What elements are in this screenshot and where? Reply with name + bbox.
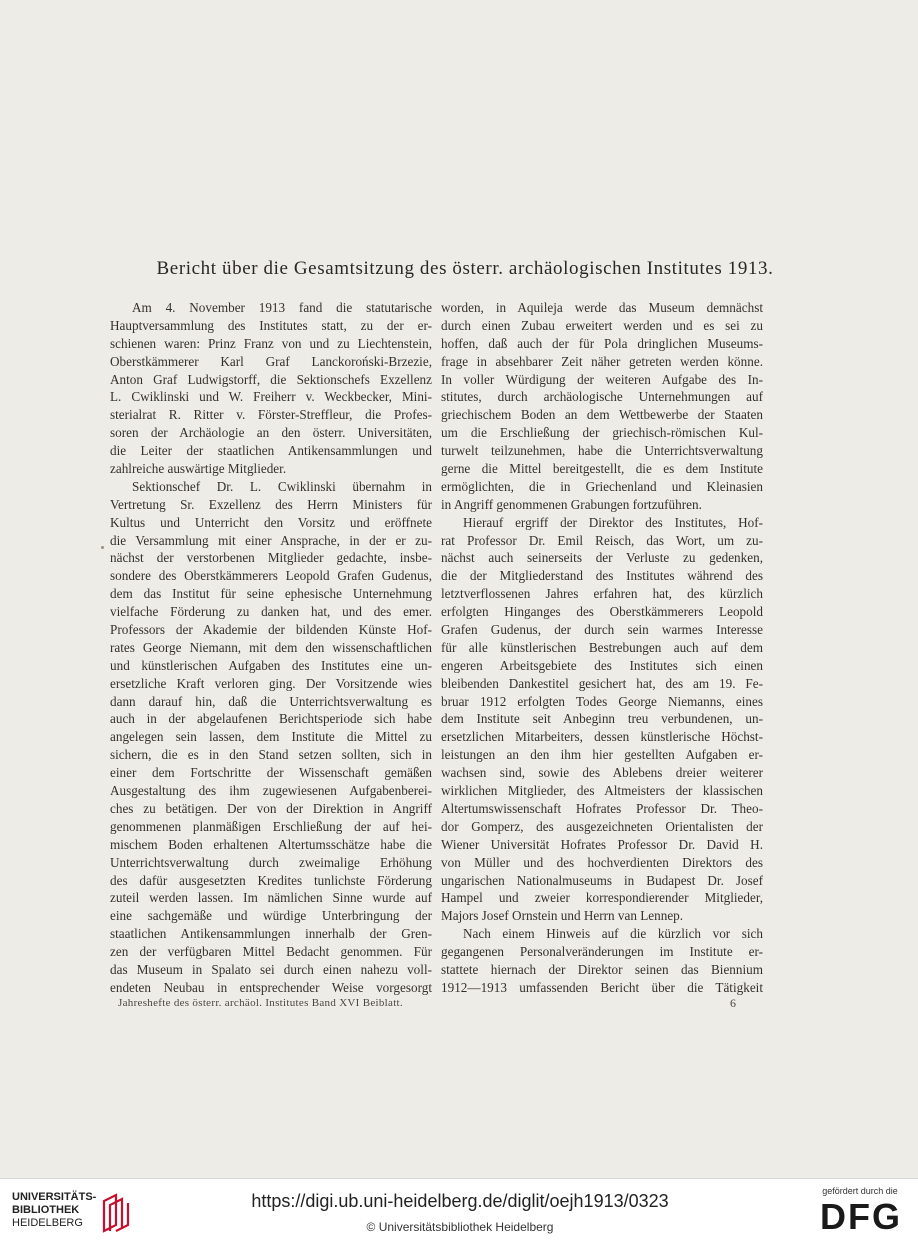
right_column-line: ermöglichten, die in Griechenland und Kleinasien <box>441 478 763 494</box>
right_column-line: In voller Würdigung der weiteren Aufgabe des In- <box>441 371 763 387</box>
left_column-line: zen der verfügbaren Mittel Bedacht genommen. Für <box>110 944 432 960</box>
left_column-line: vielfache Förderung zu danken hat, und des emer. <box>110 604 432 620</box>
right_column-line: Hampel und zweier korrespondierender Mitglieder, <box>441 890 763 906</box>
right_column-line: um die Erschließung der griechisch-römischen Kul- <box>441 425 763 441</box>
right_column-line: bleibenden Dankestitel gesichert hat, des am 19. Fe- <box>441 675 763 691</box>
right_column-line: bruar 1912 erfolgten Todes George Niemanns, eines <box>441 693 763 709</box>
right_column-line: durch einen Zubau erweitert werden und es sei zu <box>441 317 763 333</box>
right_column-line: in Angriff genommenen Grabungen fortzuführen. <box>441 496 702 512</box>
right_column-line: engeren Arbeitsgebiete des Institutes sich einen <box>441 657 763 673</box>
left_column-line: die Leiter der staatlichen Antikensammlungen und <box>110 443 432 459</box>
left_column-line: Hauptversammlung des Institutes statt, zu der er- <box>110 317 432 333</box>
right_column-line: wirklichen Mitglieder, des Altmeisters der klassischen <box>441 783 763 799</box>
right_column-line: erfolgten Hinganges des Oberstkämmerers Leopold <box>441 604 763 620</box>
right_column-line: Altertumswissenschaft Hofrates Professor Dr. Theo- <box>441 800 763 816</box>
right_column-line: griechischem Boden an dem Wettbewerbe der Staaten <box>441 407 763 423</box>
right_column-line: dem Institute seit Anbeginn treu verbundenen, un- <box>441 711 763 727</box>
left_column-line: zahlreiche auswärtige Mitglieder. <box>110 461 287 477</box>
right_column-line: von Müller und des hochverdienten Direktors des <box>441 854 763 870</box>
left_column-line: dann darauf hin, daß die Unterrichtsverwaltung es <box>110 693 432 709</box>
left-text-column <box>110 299 432 997</box>
left_column-line: die Versammlung mit einer Ansprache, in der er zu- <box>110 532 432 548</box>
right_column-line: leistungen an den ihm hier gestellten Aufgaben er- <box>441 747 763 763</box>
dfg-logo[interactable] <box>814 1198 908 1234</box>
permalink-url[interactable]: https://digi.ub.uni-heidelberg.de/diglit/oejh1913/0323 <box>251 1191 669 1211</box>
left_column-line: auch in der abgelaufenen Berichtsperiode sich habe <box>110 711 432 727</box>
right_column-line: 1912—1913 umfassenden Bericht über die Tätigkeit <box>441 979 763 995</box>
left_column-line: Ausgestaltung des ihm zugewiesenen Aufgabenberei- <box>110 783 432 799</box>
left_column-line: einer dem Fortschritte der Wissenschaft gemäßen <box>110 765 432 781</box>
logo-line-3: HEIDELBERG <box>12 1217 83 1229</box>
left_column-line: staatlichen Antikensammlungen innerhalb der Gren- <box>110 926 432 942</box>
footnote-journal: Jahreshefte des österr. archäol. Institutes Band XVI Beiblatt. <box>118 997 403 1009</box>
left_column-line: Anton Graf Ludwigstorff, die Sektionschefs Exzellenz <box>110 371 432 387</box>
left_column-line: dem das Institut für seine ephesische Unternehmung <box>110 586 432 602</box>
left_column-line: des dafür ausgesetzten Kredites tunlichste Förderung <box>110 872 432 888</box>
logo-line-1: UNIVERSITÄTS- <box>12 1191 97 1203</box>
left_column-line: Vertretung Sr. Exzellenz des Herrn Ministers für <box>110 496 432 512</box>
page-heading: Bericht über die Gesamtsitzung des österr. archäologischen Institutes 1913. <box>156 258 774 279</box>
left_column-line: ersetzliche Kraft verloren ging. Der Vorsitzende wies <box>110 675 432 691</box>
right_column-line: hoffen, daß auch der für Pola dringlichen Museums- <box>441 335 763 351</box>
left_column-line: soren der Archäologie an den österr. Universitäten, <box>110 425 432 441</box>
left_column-line: nächst der verstorbenen Mitglieder gedachte, insbe- <box>110 550 432 566</box>
left_column-line: schienen waren: Prinz Franz von und zu Liechtenstein, <box>110 335 432 351</box>
right_column-line: Hierauf ergriff der Direktor des Institutes, Hof- <box>463 514 763 530</box>
logo-line-2: BIBLIOTHEK <box>12 1204 80 1216</box>
right-text-column <box>441 299 763 997</box>
right_column-line: Majors Josef Ornstein und Herrn van Lennep. <box>441 908 684 924</box>
page-number: 6 <box>730 996 736 1010</box>
left_column-line: sondere des Oberstkämmerers Leopold Grafen Gudenus, <box>110 568 432 584</box>
left_column-line: Professors der Akademie der bildenden Künste Hof- <box>110 622 432 638</box>
left_column-line: sterialrat R. Ritter v. Förster-Streffleur, die Profes- <box>110 407 432 423</box>
dfg-logo-text: DFG <box>820 1198 902 1234</box>
right_column-line: ersetzlichen Mitarbeiters, dessen künstlerische Höchst- <box>441 729 763 745</box>
right_column-line: wachsen sind, sowie des Ablebens dreier weiterer <box>441 765 763 781</box>
right_column-line: Wiener Universität Hofrates Professor Dr. David H. <box>441 836 763 852</box>
page-speck <box>101 546 104 549</box>
ub-heidelberg-logo[interactable] <box>12 1191 132 1235</box>
copyright-notice: © Universitätsbibliothek Heidelberg <box>366 1220 554 1234</box>
left_column-line: ches zu betätigen. Der von der Direktion in Angriff <box>110 800 432 816</box>
right_column-line: für alle künstlerischen Bestrebungen auch auf dem <box>441 639 763 655</box>
right_column-line: gegangenen Personalveränderungen im Institute er- <box>441 944 763 960</box>
left_column-line: Am 4. November 1913 fand die statutarische <box>132 300 432 315</box>
left_column-line: zuteil werden lassen. Im nämlichen Sinne wurde auf <box>110 890 432 906</box>
right_column-line: stitutes, durch archäologische Unternehmungen auf <box>441 389 763 405</box>
library-emblem-icon <box>100 1191 134 1233</box>
left_column-line: genommenen planmäßigen Erschließung der auf hei- <box>110 818 432 834</box>
left_column-line: Sektionschef Dr. L. Cwiklinski übernahm in <box>132 478 432 494</box>
left_column-line: angelegen sein lassen, dem Institute die Mittel zu <box>110 729 432 745</box>
right_column-line: die der Mitgliederstand des Institutes während des <box>441 568 763 584</box>
right_column-line: worden, in Aquileja werde das Museum demnächst <box>441 300 763 315</box>
left_column-line: Kultus und Unterricht den Vorsitz und eröffnete <box>110 514 432 530</box>
left_column-line: Unterrichtsverwaltung durch zweimalige Erhöhung <box>110 854 432 870</box>
left_column-line: rates George Niemann, mit dem den wissenschaftlichen <box>110 639 432 655</box>
right_column-line: nächst auch seinerseits der Verluste zu gedenken, <box>441 550 763 566</box>
right_column-line: Grafen Gudenus, der durch sein warmes Interesse <box>441 622 763 638</box>
right_column-line: dor Gomperz, des ausgezeichneten Orientalisten der <box>441 818 763 834</box>
right_column-line: stattete hiernach der Direktor seinen das Biennium <box>441 961 763 977</box>
right_column-line: gerne die Mittel bereitgestellt, die es dem Institute <box>441 461 763 477</box>
right_column-line: turwelt teilzunehmen, habe die Unterrichtsverwaltung <box>441 443 763 459</box>
left_column-line: Oberstkämmerer Karl Graf Lanckoroński-Brzezie, <box>110 353 432 369</box>
funded-by-label: gefördert durch die <box>822 1186 898 1196</box>
left_column-line: und künstlerischen Aufgaben des Institutes eine un- <box>110 657 432 673</box>
left_column-line: sichern, die es in den Stand setzen sollten, sich in <box>110 747 432 763</box>
right_column-line: Nach einem Hinweis auf die kürzlich vor sich <box>463 926 763 942</box>
left_column-line: mischem Boden erhaltenen Altertumsschätze habe die <box>110 836 432 852</box>
right_column-line: frage in absehbarer Zeit näher getreten werden könne. <box>441 353 763 369</box>
right_column-line: letztverflossenen Jahres erfahren hat, des kürzlich <box>441 586 763 602</box>
right_column-line: rat Professor Dr. Emil Reisch, das Wort, um zu- <box>441 532 763 548</box>
left_column-line: das Museum in Spalato sei durch einen nahezu voll- <box>110 961 432 977</box>
right_column-line: ungarischen Nationalmuseums in Budapest Dr. Josef <box>441 872 763 888</box>
left_column-line: eine sachgemäße und würdige Unterbringung der <box>110 908 432 924</box>
left_column-line: L. Cwiklinski und W. Freiherr v. Weckbecker, Mini- <box>110 389 432 405</box>
left_column-line: endeten Neubau in entsprechender Weise vorgesorgt <box>110 979 432 995</box>
